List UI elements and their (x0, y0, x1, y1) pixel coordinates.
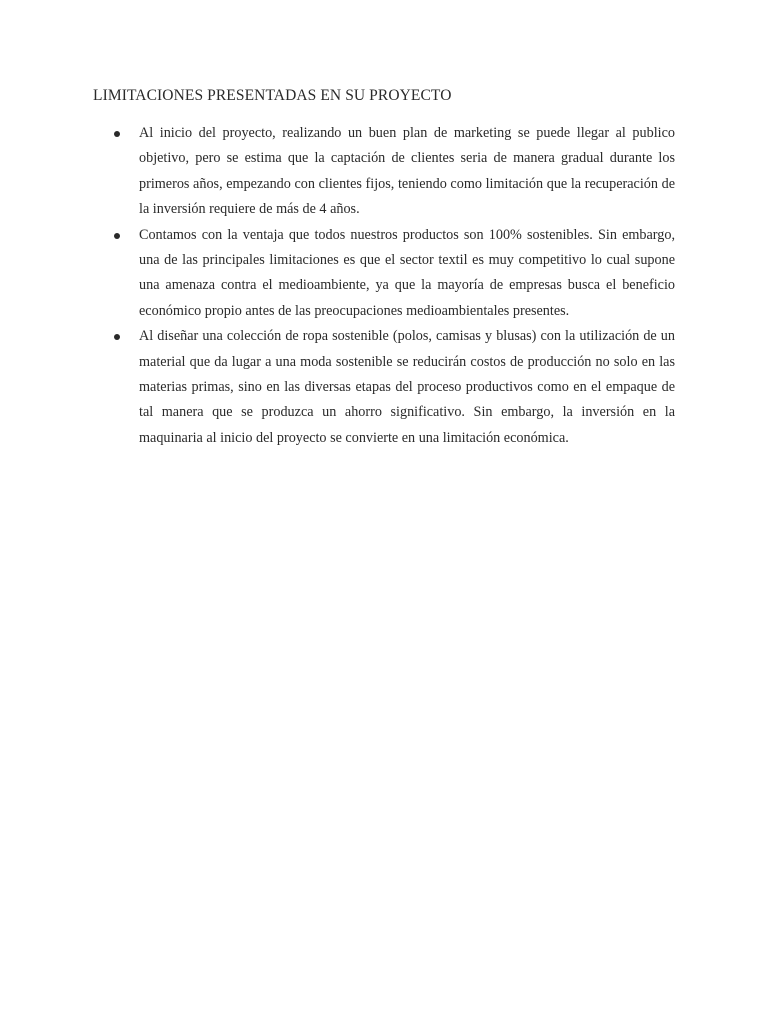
page-title: LIMITACIONES PRESENTADAS EN SU PROYECTO (93, 87, 452, 104)
list-item (93, 223, 675, 325)
list-item-text: Al diseñar una colección de ropa sostenible (polos, camisas y blusas) con la utilización de un material que da lugar a una moda sostenible se reducirán costos de producción no solo en las materias primas, sino en las diversas etapas del proceso productivos como en el empaque de tal manera que se produzca un ahorro significativo. Sin embargo, la inversión en la maquinaria al inicio del proyecto se convierte en una limitación económica. (139, 328, 675, 446)
bullet-icon (114, 131, 120, 137)
limitations-list (93, 121, 675, 451)
bullet-icon (114, 233, 120, 239)
list-item-text: Al inicio del proyecto, realizando un buen plan de marketing se puede llegar al publico objetivo, pero se estima que la captación de clientes seria de manera gradual durante los primeros años, empezando con clientes fijos, teniendo como limitación que la recuperación de la inversión requiere de más de 4 años. (139, 125, 675, 218)
list-item (93, 121, 675, 223)
bullet-icon (114, 334, 120, 340)
list-item (93, 324, 675, 451)
list-item-text: Contamos con la ventaja que todos nuestros productos son 100% sostenibles. Sin embargo, una de las principales limitaciones es que el sector textil es muy competitivo lo cual supone una amenaza contra el medioambiente, ya que la mayoría de empresas busca el beneficio económico propio antes de las preocupaciones medioambientales presentes. (139, 226, 675, 319)
